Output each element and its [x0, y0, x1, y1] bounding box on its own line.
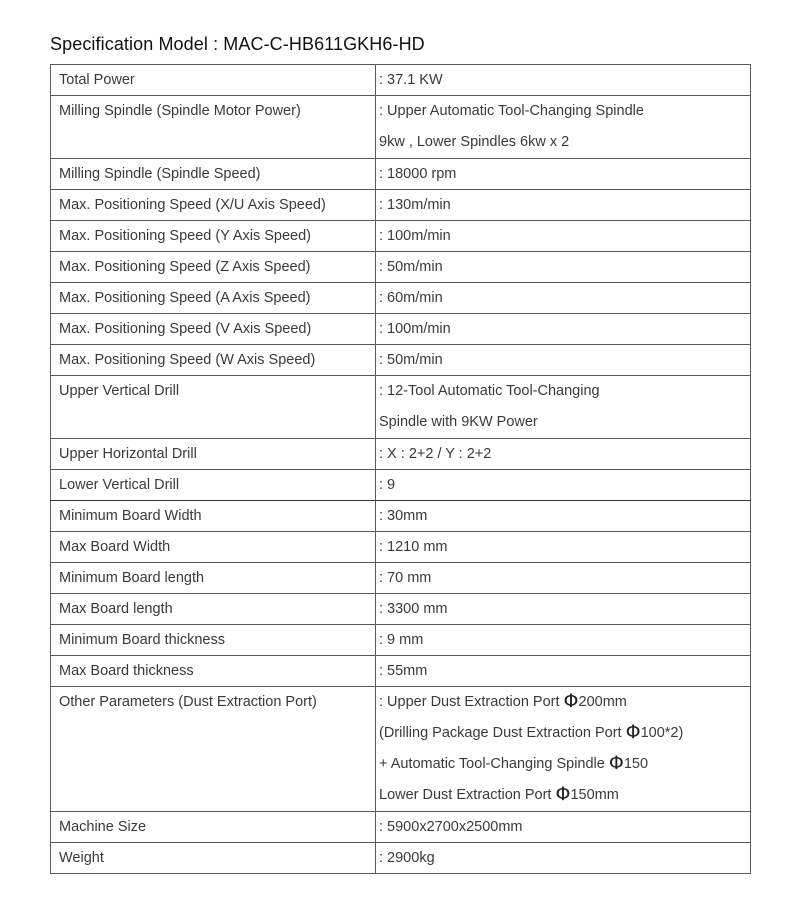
spec-value-line: : 18000 rpm	[379, 166, 457, 182]
spec-label: Max Board thickness	[59, 663, 194, 679]
spec-value-line: : X : 2+2 / Y : 2+2	[379, 446, 492, 462]
spec-value-line: : 5900x2700x2500mm	[379, 819, 523, 835]
spec-value-line: : Upper Dust Extraction Port Φ200mm	[379, 690, 627, 712]
spec-label-cell	[51, 532, 376, 563]
spec-label: Milling Spindle (Spindle Speed)	[59, 166, 261, 182]
diameter-symbol: Φ	[608, 752, 624, 774]
spec-value-cell	[376, 221, 751, 252]
spec-row	[51, 470, 751, 501]
spec-label: Max. Positioning Speed (V Axis Speed)	[59, 321, 312, 337]
spec-label-cell	[51, 65, 376, 96]
spec-label-cell	[51, 252, 376, 283]
spec-label-cell	[51, 656, 376, 687]
spec-value-line: : 9 mm	[379, 632, 424, 648]
spec-value-line: Lower Dust Extraction Port Φ150mm	[379, 783, 619, 805]
spec-label-cell	[51, 221, 376, 252]
spec-label-cell	[51, 345, 376, 376]
spec-value-line: : 70 mm	[379, 570, 432, 586]
spec-value-line: : 37.1 KW	[379, 72, 443, 88]
spec-label: Lower Vertical Drill	[59, 477, 180, 493]
spec-value-cell	[376, 376, 751, 439]
spec-row	[51, 439, 751, 470]
spec-label: Minimum Board length	[59, 570, 205, 586]
spec-value-line: 9kw , Lower Spindles 6kw x 2	[379, 134, 570, 150]
spec-value-line: : 12-Tool Automatic Tool-Changing	[379, 383, 600, 399]
spec-label: Weight	[59, 850, 104, 866]
spec-value-line: : 100m/min	[379, 321, 451, 337]
spec-value-cell	[376, 687, 751, 812]
spec-value-cell	[376, 532, 751, 563]
spec-value-cell	[376, 594, 751, 625]
spec-row	[51, 532, 751, 563]
spec-value-line: : 55mm	[379, 663, 428, 679]
spec-value-cell	[376, 65, 751, 96]
spec-label: Max Board Width	[59, 539, 171, 555]
spec-row	[51, 252, 751, 283]
spec-row	[51, 345, 751, 376]
spec-label: Machine Size	[59, 819, 147, 835]
spec-value-cell	[376, 812, 751, 843]
spec-value-line: : 50m/min	[379, 259, 443, 275]
spec-row	[51, 594, 751, 625]
spec-row	[51, 96, 751, 159]
spec-value-cell	[376, 283, 751, 314]
spec-label-cell	[51, 96, 376, 159]
spec-row	[51, 283, 751, 314]
diameter-symbol: Φ	[563, 690, 579, 712]
spec-label: Upper Vertical Drill	[59, 383, 180, 399]
spec-label-cell	[51, 314, 376, 345]
spec-value-line: : 130m/min	[379, 197, 451, 213]
diameter-symbol: Φ	[555, 783, 571, 805]
spec-value-cell	[376, 563, 751, 594]
spec-value-cell	[376, 843, 751, 874]
spec-label-cell	[51, 376, 376, 439]
spec-value-line: : Upper Automatic Tool-Changing Spindle	[379, 103, 644, 119]
spec-row	[51, 656, 751, 687]
spec-value-line: : 3300 mm	[379, 601, 448, 617]
spec-label-cell	[51, 563, 376, 594]
spec-value-cell	[376, 190, 751, 221]
spec-row	[51, 812, 751, 843]
spec-row	[51, 376, 751, 439]
diameter-symbol: Φ	[625, 721, 641, 743]
spec-label: Minimum Board thickness	[59, 632, 225, 648]
spec-row	[51, 190, 751, 221]
spec-label-cell	[51, 190, 376, 221]
spec-value-cell	[376, 501, 751, 532]
spec-value-cell	[376, 252, 751, 283]
spec-label-cell	[51, 501, 376, 532]
spec-value-line: Spindle with 9KW Power	[379, 414, 538, 430]
spec-value-line: : 1210 mm	[379, 539, 448, 555]
spec-value-cell	[376, 159, 751, 190]
spec-label-cell	[51, 283, 376, 314]
spec-label: Total Power	[59, 72, 135, 88]
spec-label-cell	[51, 594, 376, 625]
spec-label-cell	[51, 625, 376, 656]
spec-value-cell	[376, 625, 751, 656]
spec-value-cell	[376, 96, 751, 159]
spec-value-line: (Drilling Package Dust Extraction Port Φ100*2)	[379, 721, 684, 743]
spec-value-cell	[376, 345, 751, 376]
spec-value-cell	[376, 656, 751, 687]
spec-label: Max Board length	[59, 601, 173, 617]
spec-row	[51, 563, 751, 594]
spec-row	[51, 221, 751, 252]
spec-value-line: : 30mm	[379, 508, 428, 524]
spec-label-cell	[51, 159, 376, 190]
spec-label: Minimum Board Width	[59, 508, 202, 524]
spec-label: Max. Positioning Speed (W Axis Speed)	[59, 352, 316, 368]
spec-row	[51, 159, 751, 190]
spec-value-line: : 9	[379, 477, 396, 493]
spec-row	[51, 501, 751, 532]
spec-label: Other Parameters (Dust Extraction Port)	[59, 694, 317, 710]
specification-table-body	[51, 65, 751, 874]
page-title: Specification Model : MAC-C-HB611GKH6-HD	[50, 34, 425, 54]
spec-label-cell	[51, 470, 376, 501]
spec-label: Max. Positioning Speed (A Axis Speed)	[59, 290, 311, 306]
specification-table	[50, 64, 751, 874]
spec-row	[51, 314, 751, 345]
spec-label: Max. Positioning Speed (Y Axis Speed)	[59, 228, 312, 244]
spec-label: Upper Horizontal Drill	[59, 446, 197, 462]
spec-row	[51, 65, 751, 96]
spec-value-cell	[376, 439, 751, 470]
spec-row	[51, 687, 751, 812]
spec-value-cell	[376, 470, 751, 501]
spec-value-cell	[376, 314, 751, 345]
spec-label: Max. Positioning Speed (X/U Axis Speed)	[59, 197, 326, 213]
spec-label: Milling Spindle (Spindle Motor Power)	[59, 103, 301, 119]
spec-value-line: : 100m/min	[379, 228, 451, 244]
spec-row	[51, 625, 751, 656]
spec-value-line: : 60m/min	[379, 290, 443, 306]
spec-label-cell	[51, 843, 376, 874]
spec-label: Max. Positioning Speed (Z Axis Speed)	[59, 259, 311, 275]
spec-value-line: : 50m/min	[379, 352, 443, 368]
spec-label-cell	[51, 439, 376, 470]
spec-row	[51, 843, 751, 874]
spec-label-cell	[51, 687, 376, 812]
spec-label-cell	[51, 812, 376, 843]
spec-value-line: + Automatic Tool-Changing Spindle Φ150	[379, 752, 649, 774]
spec-value-line: : 2900kg	[379, 850, 435, 866]
